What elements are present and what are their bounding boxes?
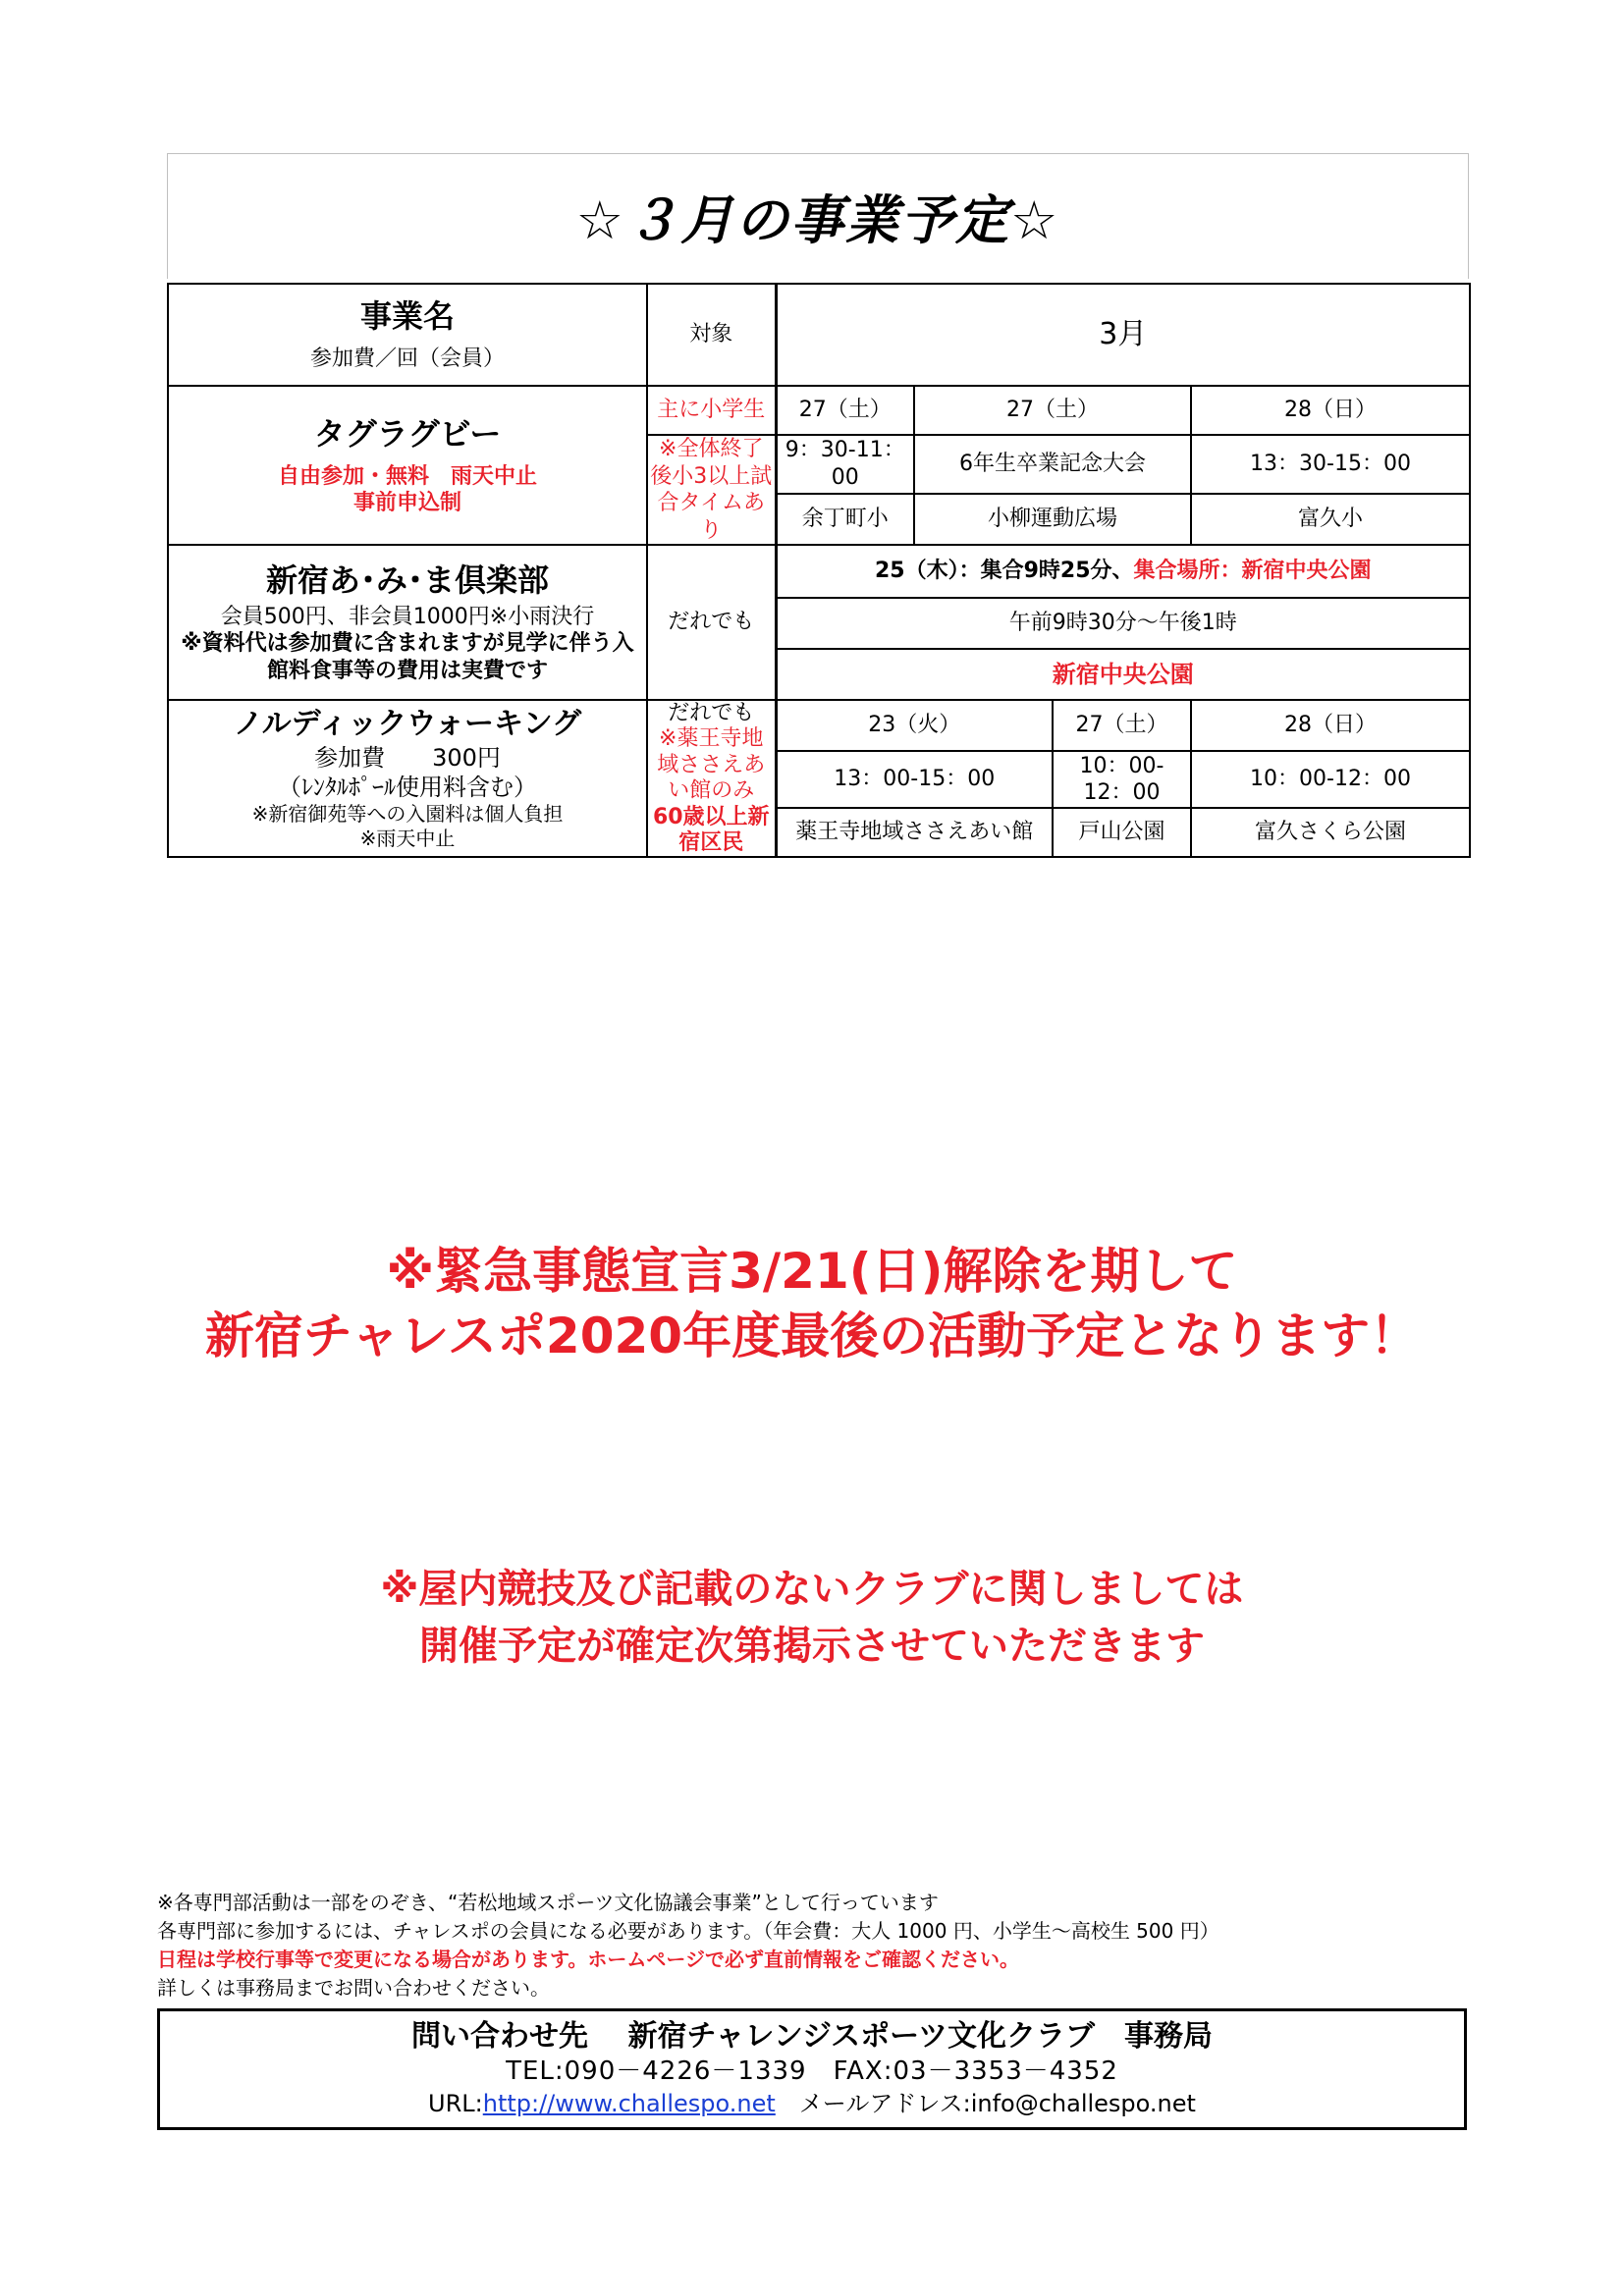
amima-line2: ※資料代は参加費に含まれますが見学に伴う入館料食事等の費用は実費です: [181, 631, 634, 683]
amima-meeting-time: 25（木）：集合9時25分、: [874, 559, 1134, 584]
amima-target: だれでも: [647, 545, 776, 700]
tag-rugby-place-1: 余丁町小: [776, 494, 914, 545]
title-box: [167, 153, 1469, 279]
tag-rugby-target2: ※全体終了後小3以上試合タイムあり: [647, 435, 776, 545]
nordic-line3: ※新宿御苑等への入園料は個人負担: [251, 801, 564, 826]
footnote-2: 各専門部に参加するには、チャレスポの会員になる必要があります。（年会費：大人 1000 円、小学生～高校生 500 円）: [157, 1919, 1219, 1943]
nordic-target3: 60歳以上新宿区民: [652, 804, 770, 855]
footnote-1: ※各専門部活動は一部をのぞき、“若松地域スポーツ文化協議会事業”として行っています: [157, 1891, 939, 1914]
nordic-line4: ※雨天中止: [359, 826, 456, 850]
nordic-target1: だれでも: [668, 701, 755, 725]
nordic-time-1: 13：00-15：00: [776, 751, 1053, 807]
schedule-table: [167, 283, 1471, 858]
amima-meeting-place: 集合場所：新宿中央公園: [1133, 559, 1372, 584]
indoor-notice-line2: 開催予定が確定次第掲示させていただきます: [419, 1624, 1205, 1669]
tag-rugby-place-3: 富久小: [1191, 494, 1470, 545]
contact-web-line: [160, 2089, 1464, 2119]
tag-rugby-line1: 自由参加・無料 雨天中止: [277, 463, 537, 489]
amima-name: 新宿あ･み･ま倶楽部: [265, 561, 549, 599]
contact-phone: TEL:090－4226－1339 FAX:03－3353－4352: [506, 2056, 1118, 2086]
footnotes: [157, 1889, 1473, 2002]
nordic-date-1: 23（火）: [776, 700, 1053, 751]
nordic-event-cell: [168, 700, 647, 857]
tag-rugby-place-2: 小柳運動広場: [914, 494, 1191, 545]
tag-rugby-time-2: 6年生卒業記念大会: [914, 435, 1191, 494]
footnote-4: 詳しくは事務局までお問い合わせください。: [157, 1976, 550, 2000]
header-event-cell: [168, 284, 647, 386]
indoor-notice-line1: ※屋内競技及び記載のないクラブに関しましては: [380, 1567, 1244, 1612]
nordic-target-cell: [647, 700, 776, 857]
tag-rugby-event-cell: [168, 386, 647, 545]
tag-rugby-date-2: 27（土）: [914, 386, 1191, 435]
amima-line1: 会員500円、非会員1000円※小雨決行: [220, 604, 595, 629]
tag-rugby-time-1: 9：30-11：00: [776, 435, 914, 494]
tag-rugby-line2: 事前申込制: [352, 491, 461, 515]
nordic-line1: 参加費 300円: [314, 743, 501, 772]
nordic-place-2: 戸山公園: [1053, 808, 1191, 857]
tag-rugby-target1: 主に小学生: [647, 386, 776, 435]
contact-box: [157, 2008, 1467, 2130]
emergency-notice: [0, 1239, 1624, 1368]
nordic-time-2: 10：00-12：00: [1053, 751, 1191, 807]
tag-rugby-date-3: 28（日）: [1191, 386, 1470, 435]
contact-heading: 問い合わせ先 新宿チャレンジスポーツ文化クラブ 事務局: [411, 2019, 1213, 2054]
header-target: 対象: [647, 284, 776, 386]
amima-event-cell: [168, 545, 647, 700]
tag-rugby-date-1: 27（土）: [776, 386, 914, 435]
nordic-row-dates: [168, 700, 1470, 751]
amima-row-1: [168, 545, 1470, 598]
nordic-date-3: 28（日）: [1191, 700, 1470, 751]
nordic-target2: ※薬王寺地域ささえあい館のみ: [657, 726, 766, 804]
header-row: [168, 284, 1470, 386]
amima-hours: 午前9時30分～午後1時: [776, 598, 1470, 649]
contact-mail: メールアドレス:info@challespo.net: [798, 2089, 1196, 2117]
tag-rugby-row-dates: [168, 386, 1470, 435]
amima-meeting: [776, 545, 1470, 598]
indoor-notice: [0, 1561, 1624, 1675]
tag-rugby-name: タグラグビー: [313, 414, 502, 453]
amima-venue: 新宿中央公園: [776, 649, 1470, 700]
nordic-name: ノルディックウォーキング: [233, 707, 582, 742]
footnote-3: 日程は学校行事等で変更になる場合があります。ホームページで必ず直前情報をご確認ください。: [157, 1948, 1019, 1971]
emergency-notice-line2: 新宿チャレスポ2020年度最後の活動予定となります！: [204, 1308, 1420, 1364]
emergency-notice-line1: ※緊急事態宣言3/21(日)解除を期して: [386, 1243, 1238, 1300]
page-title: ☆３月の事業予定☆: [575, 189, 1060, 251]
nordic-place-3: 富久さくら公園: [1191, 808, 1470, 857]
website-link[interactable]: http://www.challespo.net: [482, 2089, 776, 2117]
nordic-time-3: 10：00-12：00: [1191, 751, 1470, 807]
header-fee: 参加費／回（会員）: [309, 347, 505, 372]
nordic-place-1: 薬王寺地域ささえあい館: [776, 808, 1053, 857]
nordic-line2: （ﾚﾝﾀﾙﾎﾟｰﾙ使用料含む）: [278, 773, 537, 801]
header-event-name: 事業名: [359, 297, 455, 336]
nordic-date-2: 27（土）: [1053, 700, 1191, 751]
url-label: URL:: [428, 2089, 483, 2117]
header-month: 3月: [776, 284, 1470, 386]
tag-rugby-time-3: 13：30-15：00: [1191, 435, 1470, 494]
